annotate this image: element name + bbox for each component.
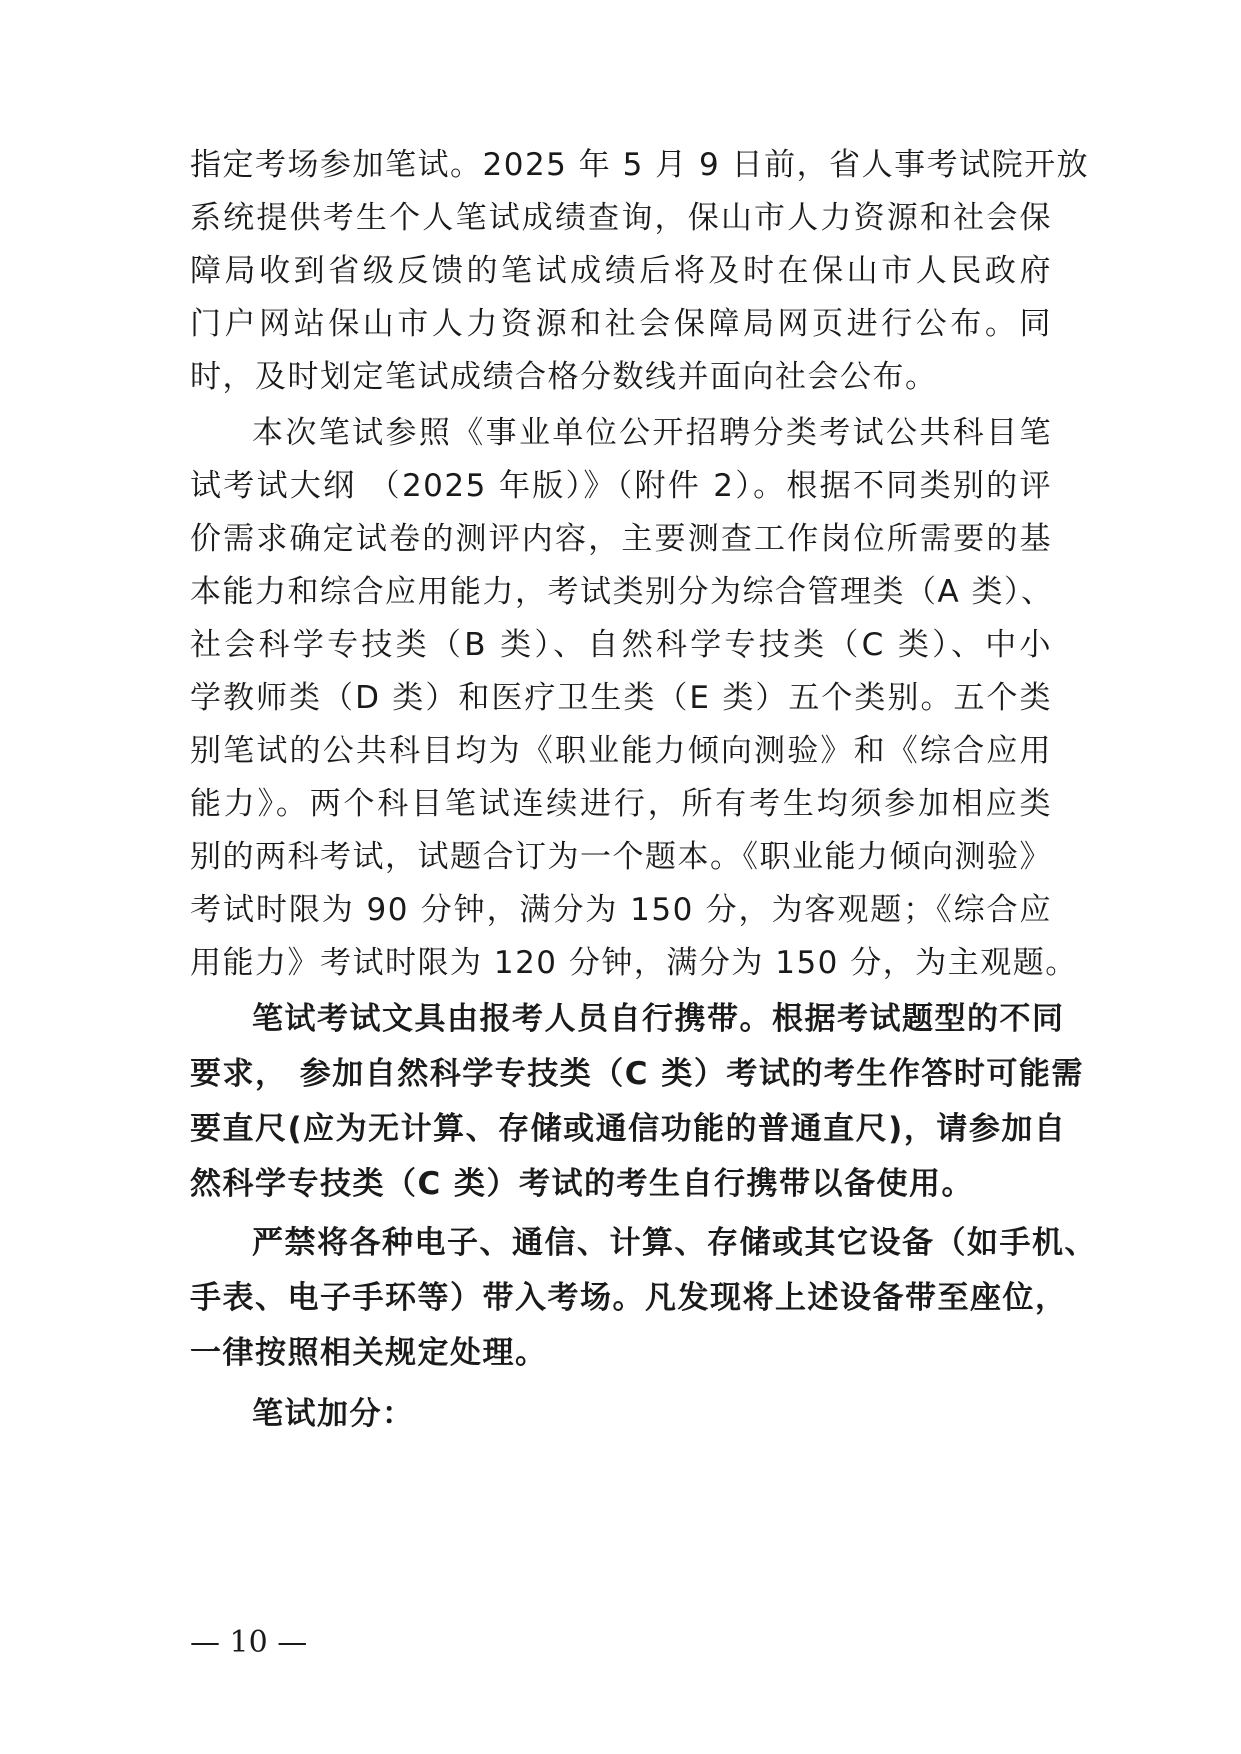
section-heading: 笔试加分： [252,1396,415,1432]
text-line: 本能力和综合应用能力，考试类别分为综合管理类（A 类）、 [190,574,1054,610]
text-line: 系统提供考生个人笔试成绩查询，保山市人力资源和社会保 [190,200,1052,236]
text-line: 本次笔试参照《事业单位公开招聘分类考试公共科目笔 [252,415,1052,451]
text-line: 别笔试的公共科目均为《职业能力倾向测验》和《综合应用 [190,733,1052,769]
text-line: 门户网站保山市人力资源和社会保障局网页进行公布。同 [190,306,1052,342]
text-line: 能力》。两个科目笔试连续进行，所有考生均须参加相应类 [190,786,1052,822]
text-line-bold: 笔试考试文具由报考人员自行携带。根据考试题型的不同 [252,1001,1065,1037]
text-line: 考试时限为 90 分钟，满分为 150 分，为客观题；《综合应 [190,892,1052,928]
text-line: 时，及时划定笔试成绩合格分数线并面向社会公布。 [190,359,938,395]
text-line-bold: 然科学专技类（C 类）考试的考生自行携带以备使用。 [190,1166,975,1202]
text-line-bold: 严禁将各种电子、通信、计算、存储或其它设备（如手机、 [252,1225,1097,1261]
text-line-bold: 要求， 参加自然科学专技类（C 类）考试的考生作答时可能需 [190,1056,1084,1092]
text-line-bold: 手表、电子手环等）带入考场。凡发现将上述设备带至座位， [190,1280,1068,1316]
text-line: 用能力》考试时限为 120 分钟，满分为 150 分，为主观题。 [190,945,1078,981]
text-line: 社会科学专技类（B 类）、自然科学专技类（C 类）、中小 [190,627,1052,663]
text-line: 指定考场参加笔试。2025 年 5 月 9 日前，省人事考试院开放 [190,147,1090,183]
text-line: 试考试大纲 （2025 年版）》（附件 2）。根据不同类别的评 [190,468,1052,504]
text-line-bold: 要直尺(应为无计算、存储或通信功能的普通直尺)，请参加自 [190,1111,1067,1147]
text-line: 障局收到省级反馈的笔试成绩后将及时在保山市人民政府 [190,253,1052,289]
text-line: 别的两科考试，试题合订为一个题本。《职业能力倾向测验》 [190,839,1052,875]
page-number: — 10 — [190,1625,308,1660]
text-line: 学教师类（D 类）和医疗卫生类（E 类）五个类别。五个类 [190,680,1052,716]
text-line-bold: 一律按照相关规定处理。 [190,1335,548,1371]
text-line: 价需求确定试卷的测评内容，主要测查工作岗位所需要的基 [190,521,1052,557]
